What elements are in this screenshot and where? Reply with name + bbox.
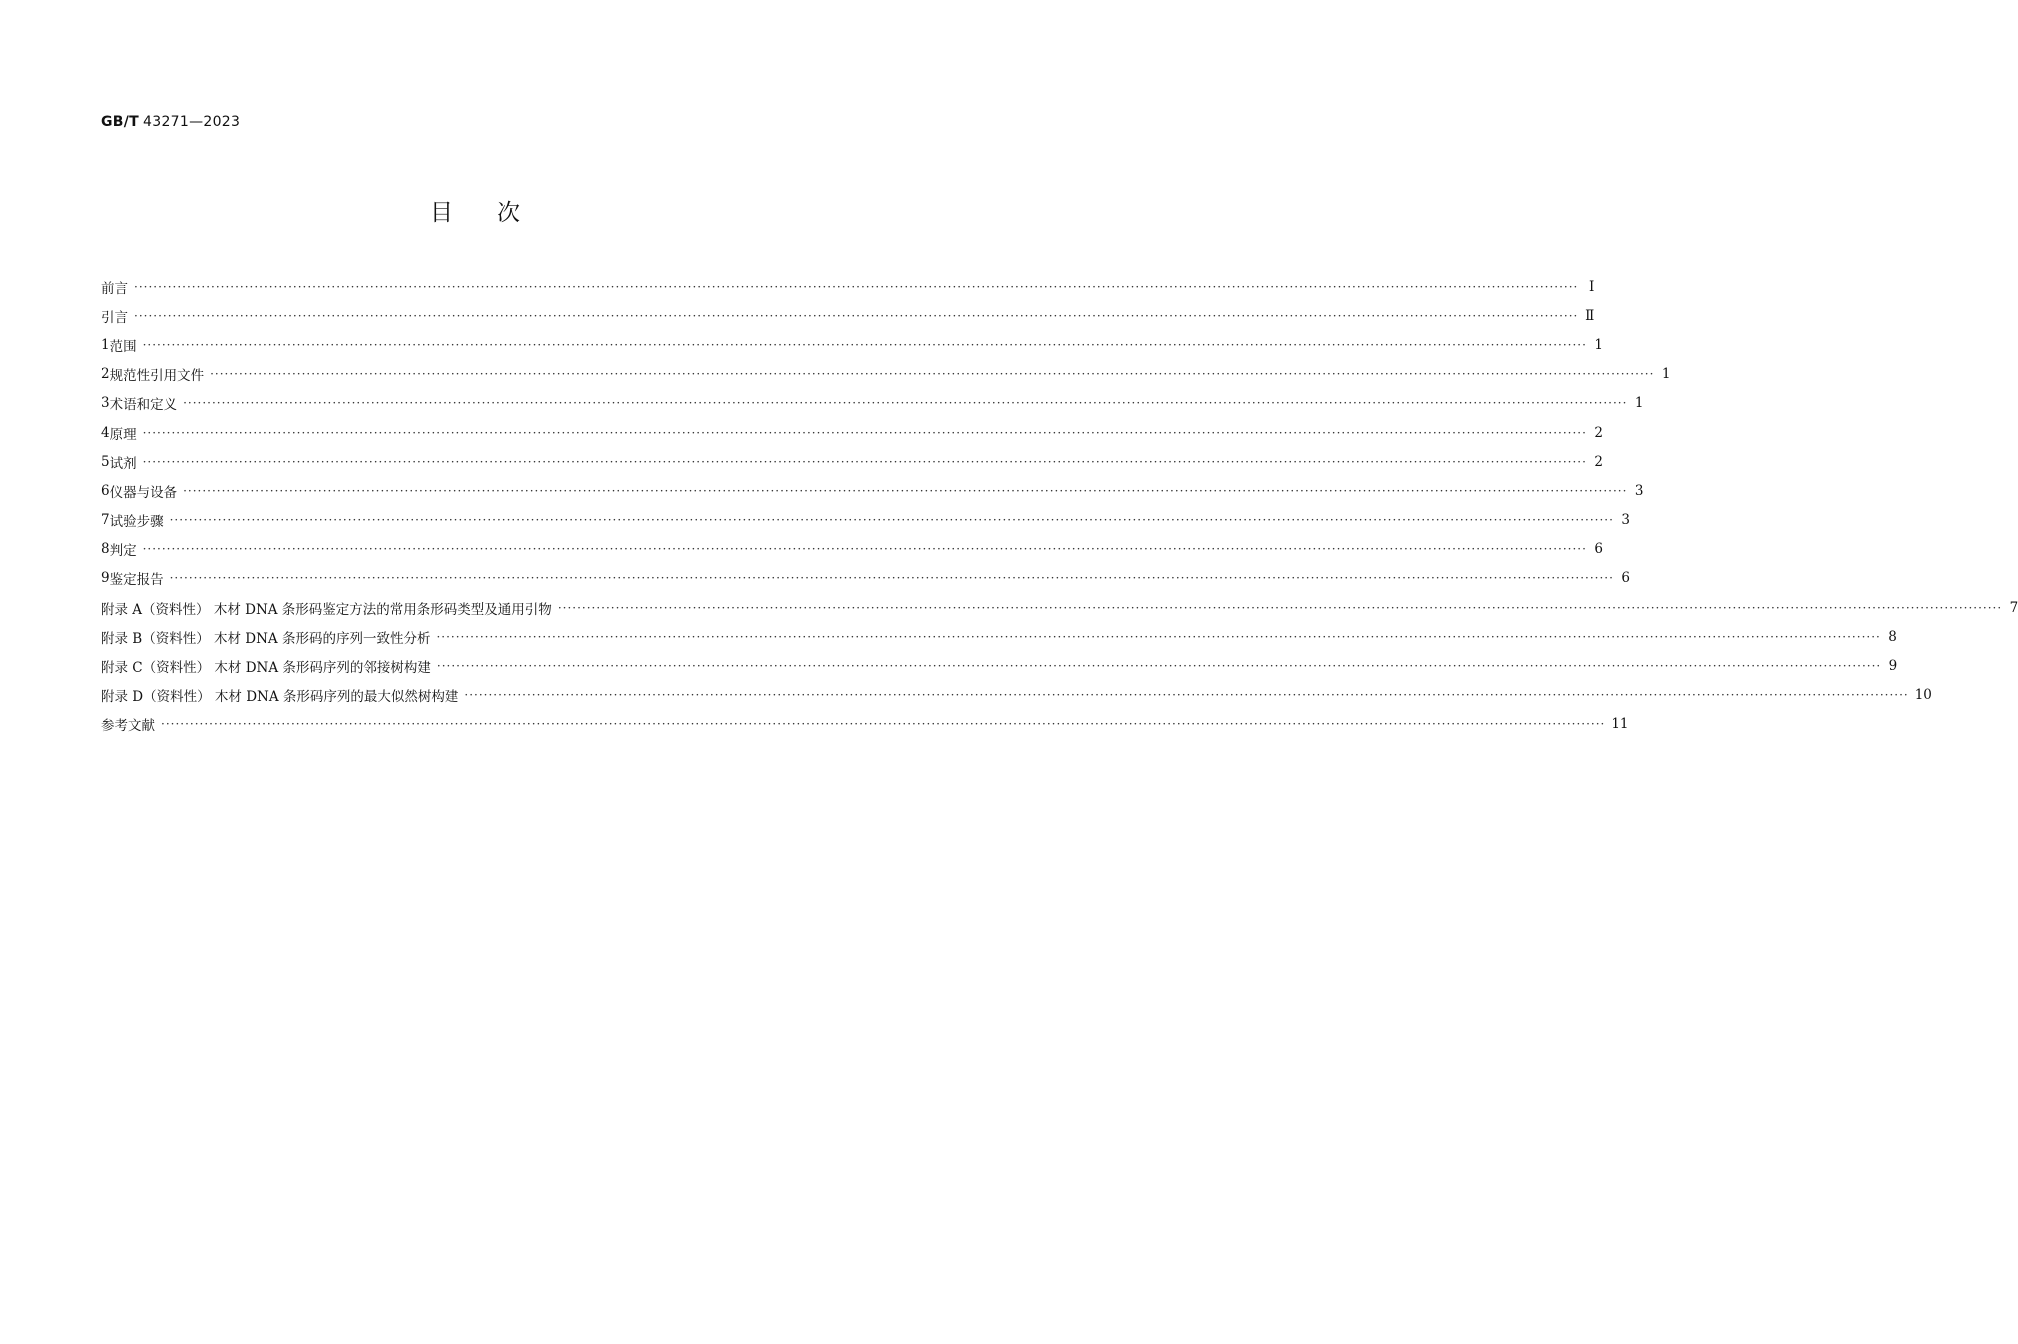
standard-code-prefix: GB/T — [101, 114, 140, 130]
toc-entry-title: 原理 — [109, 426, 137, 443]
toc-leader-dots: ············································································································································································································································································································ — [183, 483, 1628, 498]
toc-entry[interactable] — [101, 681, 1932, 710]
toc-entry-page: Ⅰ — [1589, 278, 1595, 295]
page-title: 目次 — [430, 200, 564, 226]
toc-leader-dots: ············································································································································································································································································································ — [183, 396, 1628, 411]
toc-entry-title: 参考文献 — [101, 718, 155, 735]
toc-entry-title: 试剂 — [109, 455, 137, 472]
toc-entry-number: 8 — [101, 541, 110, 558]
toc-leader-dots: ············································································································································································································································································································ — [142, 337, 1587, 352]
toc-entry-page: 2 — [1594, 453, 1603, 470]
toc-entry-page: 7 — [2009, 599, 2018, 616]
toc-leader-dots: ············································································································································································································································································································ — [161, 717, 1606, 732]
toc-entry[interactable] — [101, 301, 1595, 330]
toc-entry-title: 前言 — [101, 280, 128, 297]
toc-entry[interactable] — [101, 506, 1630, 535]
toc-leader-dots: ············································································································································································································································································································ — [134, 279, 1579, 294]
toc-entry[interactable] — [101, 651, 1898, 680]
toc-entry-title: 仪器与设备 — [109, 484, 178, 501]
toc-entry-number: 2 — [101, 366, 110, 383]
toc-entry-number: 7 — [101, 512, 110, 529]
toc-entry-number: 6 — [101, 482, 110, 499]
toc-leader-dots: ············································································································································································································································································································ — [134, 308, 1579, 323]
toc-leader-dots: ············································································································································································································································································································ — [142, 425, 1587, 440]
toc-leader-dots: ············································································································································································································································································································ — [557, 600, 2003, 615]
toc-entry[interactable] — [101, 360, 1671, 389]
toc-entry-title: 附录 A（资料性） 木材 DNA 条形码鉴定方法的常用条形码类型及通用引物 — [101, 601, 552, 618]
toc-entry-number: 3 — [101, 395, 110, 412]
toc-entry-page: 6 — [1621, 570, 1630, 587]
toc-entry-number: 1 — [101, 336, 110, 353]
toc-entry[interactable] — [101, 535, 1603, 564]
toc-entry[interactable] — [101, 389, 1644, 418]
toc-entry-title: 试验步骤 — [109, 514, 164, 531]
toc-entry-title: 规范性引用文件 — [109, 368, 205, 385]
toc-entry[interactable] — [101, 622, 1897, 651]
toc-entry[interactable] — [101, 447, 1603, 476]
toc-entry-page: 11 — [1611, 716, 1629, 733]
toc-entry[interactable] — [101, 418, 1603, 447]
toc-entry-page: 1 — [1594, 336, 1603, 353]
toc-entry[interactable] — [101, 564, 1630, 593]
toc-entry-page: 9 — [1888, 658, 1898, 675]
standard-code — [101, 114, 240, 130]
toc-entry-page: 2 — [1594, 424, 1603, 441]
toc-leader-dots: ············································································································································································································································································································ — [436, 659, 1882, 674]
toc-leader-dots: ············································································································································································································································································································ — [464, 688, 1909, 703]
standard-code-number: 43271—2023 — [143, 114, 241, 130]
toc-entry-title: 引言 — [101, 309, 128, 326]
toc-entry-title: 判定 — [109, 543, 137, 560]
toc-entry-title: 鉴定报告 — [109, 572, 164, 589]
toc-entry[interactable] — [101, 330, 1603, 359]
toc-leader-dots: ············································································································································································································································································································ — [436, 629, 1881, 644]
toc-entry-page: 3 — [1634, 482, 1644, 499]
toc-entry-number: 4 — [101, 424, 110, 441]
toc-entry[interactable] — [101, 272, 1595, 301]
toc-entry-title: 术语和定义 — [109, 397, 178, 414]
toc-entry[interactable] — [101, 710, 1629, 739]
toc-entry-number: 9 — [101, 570, 110, 587]
toc-entry-page: 8 — [1888, 628, 1897, 645]
toc-entry-page: 10 — [1914, 687, 1932, 704]
toc-entry[interactable] — [101, 476, 1644, 505]
toc-entry-page: 1 — [1661, 366, 1671, 383]
toc-leader-dots: ············································································································································································································································································································ — [169, 571, 1614, 586]
toc-entry-page: 1 — [1634, 395, 1644, 412]
toc-leader-dots: ············································································································································································································································································································ — [169, 513, 1614, 528]
toc-entry-title: 范围 — [109, 338, 137, 355]
toc-entry-title: 附录 D（资料性） 木材 DNA 条形码序列的最大似然树构建 — [101, 689, 459, 706]
toc-entry-page: 6 — [1594, 541, 1603, 558]
toc-leader-dots: ············································································································································································································································································································ — [142, 542, 1587, 557]
table-of-contents — [101, 272, 2018, 739]
toc-leader-dots: ············································································································································································································································································································ — [210, 367, 1655, 382]
toc-entry-title: 附录 B（资料性） 木材 DNA 条形码的序列一致性分析 — [101, 630, 431, 647]
toc-entry-title: 附录 C（资料性） 木材 DNA 条形码序列的邻接树构建 — [101, 660, 431, 677]
toc-entry[interactable] — [101, 593, 2018, 622]
toc-entry-page: Ⅱ — [1585, 307, 1595, 324]
toc-entry-number: 5 — [101, 453, 110, 470]
toc-leader-dots: ············································································································································································································································································································ — [142, 454, 1587, 469]
toc-entry-page: 3 — [1621, 512, 1630, 529]
